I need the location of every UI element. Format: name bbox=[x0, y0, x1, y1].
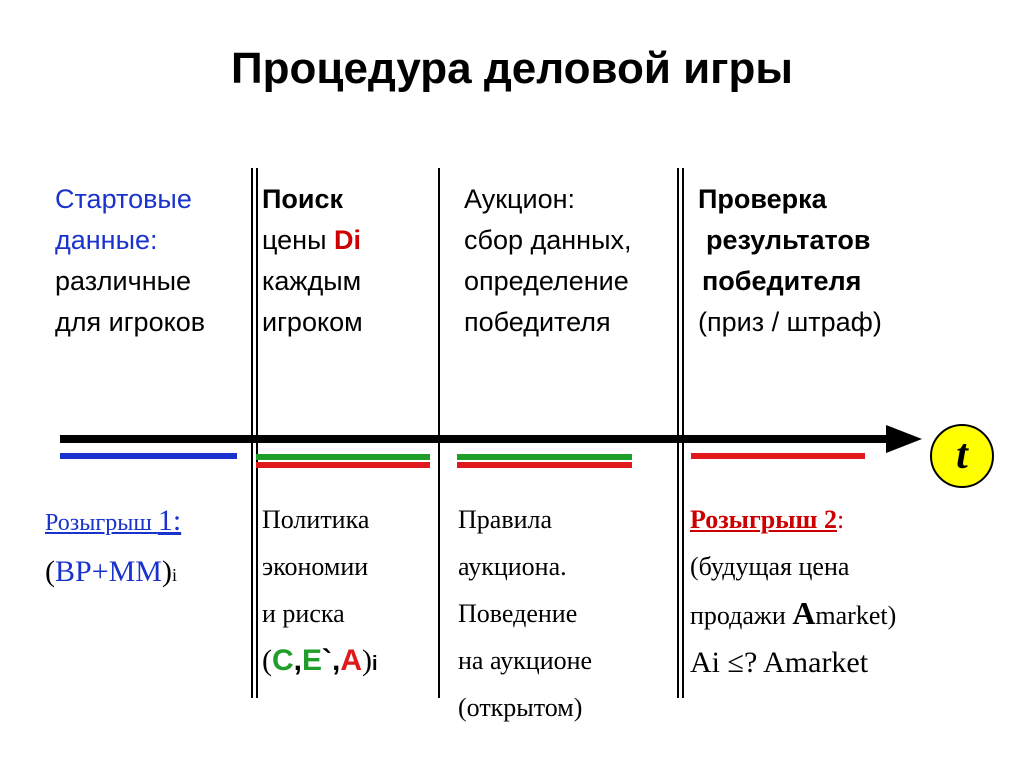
rules-line4: на аукционе bbox=[458, 646, 593, 675]
draw-1-paren-open: ( bbox=[45, 555, 55, 588]
draw-1-title bbox=[45, 498, 181, 549]
param-comma-1: , bbox=[293, 644, 303, 677]
phase-bar-green-2 bbox=[457, 454, 632, 460]
phase-price-search bbox=[262, 179, 363, 343]
phase-verify-line1: Проверка bbox=[698, 184, 827, 214]
draw-2-colon: : bbox=[837, 505, 845, 534]
rules-line5: (открытом) bbox=[458, 693, 583, 722]
policy-subscript: i bbox=[372, 653, 378, 675]
phase-search-line2-text: цены bbox=[262, 225, 334, 255]
phase-auction-line1: Аукцион: bbox=[464, 184, 575, 214]
param-a: А bbox=[340, 644, 363, 677]
phase-verify-line2: результатов bbox=[706, 225, 871, 255]
price-variable-di: Di bbox=[334, 225, 361, 255]
draw-2-line3-suffix: market) bbox=[815, 601, 897, 630]
phase-verify-line4: (приз / штраф) bbox=[698, 307, 882, 337]
rules-line1: Правила bbox=[458, 505, 553, 534]
phase-bar-red-1 bbox=[256, 462, 430, 468]
draw-1-label: Розыгрыш bbox=[45, 510, 158, 536]
draw-2-label: Розыгрыш 2 bbox=[690, 505, 837, 534]
draw-2-line3 bbox=[690, 590, 896, 639]
policy-line1: Политика bbox=[262, 505, 370, 534]
draw-2-line2: (будущая цена bbox=[690, 552, 850, 581]
phase-auction-line4: победителя bbox=[464, 307, 611, 337]
draw-1-number: 1: bbox=[157, 504, 182, 537]
policy-block bbox=[262, 496, 378, 688]
phase-search-line1: Поиск bbox=[262, 184, 344, 214]
policy-paren-open: ( bbox=[262, 644, 272, 677]
phase-bar-green-1 bbox=[256, 454, 430, 460]
policy-line3: и риска bbox=[262, 599, 345, 628]
draw-2-title bbox=[690, 496, 896, 543]
phase-start-line2: данные: bbox=[55, 225, 158, 255]
draw-1-formula-line bbox=[45, 549, 181, 598]
draw-1-paren-close: ) bbox=[161, 555, 172, 588]
rules-line3: Поведение bbox=[458, 599, 578, 628]
time-axis-label: t bbox=[930, 424, 994, 488]
policy-paren-close: ) bbox=[362, 644, 373, 677]
rules-line2: аукциона. bbox=[458, 552, 567, 581]
phase-search-line3: каждым bbox=[262, 266, 362, 296]
policy-params bbox=[262, 637, 378, 688]
param-e-tick: ` bbox=[322, 644, 333, 677]
page-title: Процедура деловой игры bbox=[231, 44, 793, 93]
phase-auction-line2: сбор данных, bbox=[464, 225, 632, 255]
phase-search-line2 bbox=[262, 220, 363, 261]
phase-verify-line3: победителя bbox=[702, 266, 862, 296]
draw-2-block bbox=[690, 496, 896, 686]
draw-1-block bbox=[45, 498, 181, 598]
phase-bar-red-3 bbox=[691, 453, 865, 459]
policy-line2: экономии bbox=[262, 552, 369, 581]
phase-start-line4: для игроков bbox=[55, 307, 206, 337]
phase-start-line1: Стартовые bbox=[55, 184, 192, 214]
param-e: Е bbox=[302, 644, 323, 677]
phase-bar-red-2 bbox=[457, 462, 632, 468]
phase-bar-blue bbox=[60, 453, 237, 459]
param-comma-2: , bbox=[332, 644, 341, 677]
auction-rules-block bbox=[458, 496, 592, 731]
draw-2-line3-prefix: продажи bbox=[690, 601, 793, 630]
phase-search-line4: игроком bbox=[262, 307, 363, 337]
phase-verification bbox=[698, 179, 882, 343]
draw-1-formula: BP+MM bbox=[55, 555, 162, 588]
param-c: С bbox=[272, 644, 294, 677]
phase-auction-line3: определение bbox=[464, 266, 629, 296]
phase-auction bbox=[464, 179, 632, 343]
draw-2-line3-a: A bbox=[792, 595, 816, 631]
draw-1-subscript: i bbox=[171, 565, 177, 585]
draw-2-inequality: Ai ≤? Amarket bbox=[690, 646, 869, 679]
phase-start-line3: различные bbox=[55, 266, 192, 296]
phase-start-data bbox=[55, 179, 205, 343]
